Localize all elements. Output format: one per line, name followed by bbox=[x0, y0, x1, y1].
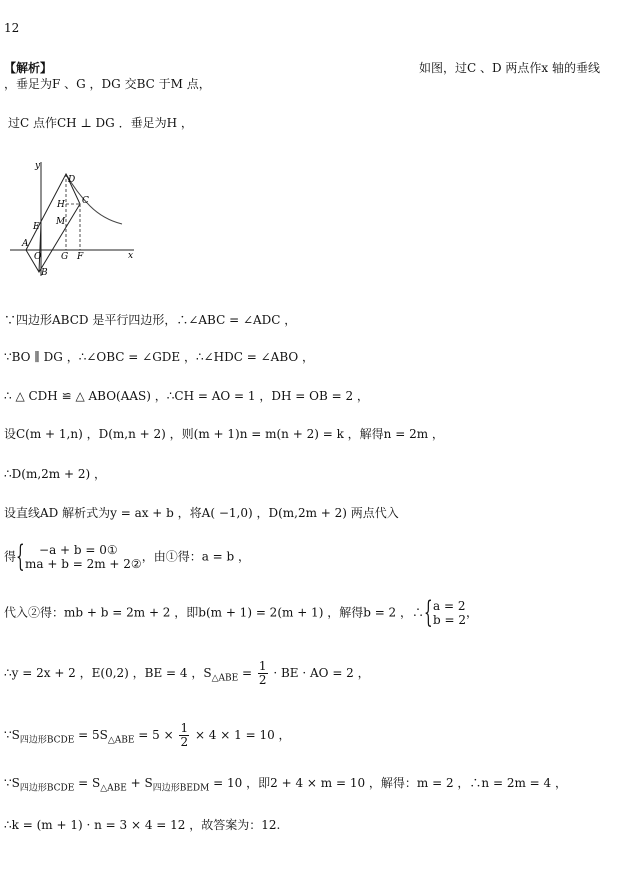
label-y: y bbox=[35, 161, 41, 171]
step-9: ∴y = 2x + 2 ，E(0,2) ，BE = 4 ，$S_{\triangle ABE}$ = $\frac{1}{2}$ · BE · AO = 2 ， bbox=[4, 659, 370, 687]
label-C: C bbox=[82, 196, 89, 206]
solution-system: { a = 2 b = 2 bbox=[424, 595, 467, 630]
step-12: ∴k = (m + 1) · n = 3 × 4 = 12 ，故答案为：12. bbox=[4, 818, 281, 832]
label-G: G bbox=[61, 252, 69, 262]
label-F: F bbox=[77, 252, 84, 262]
step-8: 代入②得：mb + b = 2m + 2 ，即b(m + 1) = 2(m + 1) ，解得b = 2 ，∴ { a = 2 b = 2 ， bbox=[4, 595, 479, 630]
intro-right: 如图，过C 、D 两点作x 轴的垂线 bbox=[419, 61, 601, 75]
step-6: 设直线AD 解析式为y = ax + b ，将A( −1,0) ，D(m,2m + 2) 两点代入 bbox=[4, 506, 399, 520]
step-10: $\because S_{四边形BCDE} = 5S_{\triangle ABE} = 5$ × $\frac{1}{2}$ × 4 × 1 = 10 ， bbox=[4, 721, 291, 749]
label-D: D bbox=[68, 175, 76, 185]
label-H: H bbox=[57, 200, 65, 210]
step-4: 设C(m + 1,n) ，D(m,n + 2) ，则(m + 1)n = m(n + 2) = k ，解得n = 2m ， bbox=[4, 427, 444, 441]
line-3: 过C 点作CH ⊥ DG ．垂足为H ， bbox=[8, 116, 193, 130]
step-11: $\because S_{四边形BCDE} = S_{\triangle ABE} + S_{四边形BEDM} = 10$ ，即2 + 4 × m = 10 ，解得：m = 2 ，∴n = 2m = 4 ， bbox=[4, 776, 567, 794]
label-A: A bbox=[22, 239, 29, 249]
step-2: ∵BO ∥ DG ，∴∠OBC = ∠GDE ，∴∠HDC = ∠ABO ， bbox=[4, 350, 315, 364]
fraction-half-2: $\frac{1}{2}$ bbox=[180, 721, 189, 749]
step-7: 得 { −a + b = 0① ma + b = 2m + 2② ，由①得：a = b ， bbox=[4, 539, 251, 574]
line-2: ，垂足为F 、G ，DG 交BC 于M 点， bbox=[4, 77, 211, 91]
geometry-figure bbox=[10, 158, 138, 276]
step-1: ∵四边形ABCD 是平行四边形，∴∠ABC = ∠ADC ， bbox=[4, 313, 297, 327]
label-B: B bbox=[41, 268, 48, 276]
label-x: x bbox=[128, 251, 134, 261]
label-O: O bbox=[34, 252, 42, 262]
problem-number: 12 bbox=[4, 21, 20, 35]
fraction-half: $\frac{1}{2}$ bbox=[258, 659, 267, 687]
analysis-tag: 【解析】 bbox=[4, 61, 53, 75]
step-5: ∴D(m,2m + 2) ， bbox=[4, 467, 106, 481]
label-M: M bbox=[56, 217, 66, 227]
step-3: ∴ △ CDH ≌ △ ABO(AAS) ，∴CH = AO = 1 ，DH = OB = 2 ， bbox=[4, 389, 369, 403]
label-E: E bbox=[33, 222, 40, 232]
equation-system-1: { −a + b = 0① ma + b = 2m + 2② bbox=[16, 539, 142, 574]
